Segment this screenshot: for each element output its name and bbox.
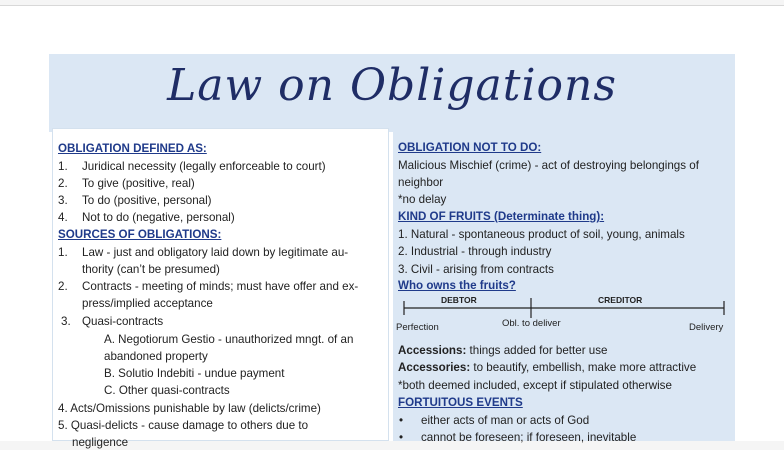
page-title: Law on Obligations (167, 60, 617, 111)
source-quasi-num: 3. (61, 315, 71, 328)
defined-item-num: 1. (58, 160, 68, 173)
both-deemed-note: *both deemed included, except if stipulated otherwise (398, 379, 672, 392)
mischief-text-cont: neighbor (398, 176, 444, 189)
defined-item-num: 3. (58, 194, 68, 207)
bullet-icon: • (399, 414, 404, 427)
bullet-icon: • (399, 431, 404, 444)
source-contracts-num: 2. (58, 280, 68, 293)
fortuitous-heading: FORTUITOUS EVENTS (398, 396, 523, 409)
accessions-text: things added for better use (466, 344, 608, 357)
timeline-obl-deliver-label: Obl. to deliver (502, 318, 561, 329)
source-contracts (58, 279, 358, 294)
source-law-text: Law - just and obligatory laid down by legitimate au- (82, 246, 349, 259)
fortuitous-text: cannot be foreseen; if foreseen, inevitable (421, 431, 637, 444)
no-delay-note: *no delay (398, 193, 447, 206)
source-quasi-delicts-cont: negligence (72, 436, 129, 449)
fortuitous-item (399, 413, 589, 428)
source-contracts-cont: press/implied acceptance (82, 297, 213, 310)
fortuitous-text: either acts of man or acts of God (421, 414, 590, 427)
defined-item-num: 4. (58, 211, 68, 224)
left-panel (52, 128, 389, 449)
accessories-text: to beautify, embellish, make more attractive (470, 361, 697, 374)
defined-item (58, 210, 235, 225)
source-quasi-text: Quasi-contracts (82, 315, 164, 328)
source-contracts-text: Contracts - meeting of minds; must have offer and ex- (82, 280, 359, 293)
defined-heading: OBLIGATION DEFINED AS: (58, 142, 207, 155)
fruits-timeline (393, 292, 735, 334)
fortuitous-item (399, 430, 636, 445)
quasi-a-cont: abandoned property (104, 350, 208, 363)
defined-item-text: To do (positive, personal) (82, 194, 212, 207)
defined-item-num: 2. (58, 177, 68, 190)
defined-item-text: Juridical necessity (legally enforceable to court) (82, 160, 326, 173)
right-panel (393, 128, 735, 444)
defined-item-text: To give (positive, real) (82, 177, 195, 190)
title-banner (49, 54, 735, 132)
quasi-a: A. Negotiorum Gestio - unauthorized mngt. of an (104, 333, 354, 346)
fruit-item: 3. Civil - arising from contracts (398, 263, 554, 276)
source-law-num: 1. (58, 246, 68, 259)
quasi-b: B. Solutio Indebiti - undue payment (104, 367, 285, 380)
source-law (58, 245, 348, 260)
defined-item-text: Not to do (negative, personal) (82, 211, 235, 224)
source-quasi (61, 314, 163, 329)
quasi-c: C. Other quasi-contracts (104, 384, 230, 397)
timeline-creditor-label: CREDITOR (598, 295, 643, 305)
defined-item (58, 176, 195, 191)
mischief-text: Malicious Mischief (crime) - act of destroying belongings of (398, 159, 699, 172)
fruit-item: 2. Industrial - through industry (398, 245, 552, 258)
owns-heading: Who owns the fruits? (398, 279, 516, 292)
fruit-item: 1. Natural - spontaneous product of soil, young, animals (398, 228, 685, 241)
source-acts: 4. Acts/Omissions punishable by law (delicts/crime) (58, 402, 321, 415)
not-to-do-heading: OBLIGATION NOT TO DO: (398, 141, 542, 154)
sources-heading: SOURCES OF OBLIGATIONS: (58, 228, 222, 241)
defined-item (58, 193, 212, 208)
timeline-debtor-label: DEBTOR (441, 295, 477, 305)
timeline-perfection-label: Perfection (396, 322, 439, 333)
source-quasi-delicts: 5. Quasi-delicts - cause damage to others due to (58, 419, 309, 432)
source-law-cont: thority (can’t be presumed) (82, 263, 220, 276)
accessories-line (398, 360, 696, 375)
timeline-delivery-label: Delivery (689, 322, 724, 333)
accessions-label: Accessions: (398, 344, 467, 357)
fruits-heading: KIND OF FRUITS (Determinate thing): (398, 210, 605, 223)
accessories-label: Accessories: (398, 361, 471, 374)
defined-item (58, 159, 326, 174)
accessions-line (398, 343, 607, 358)
